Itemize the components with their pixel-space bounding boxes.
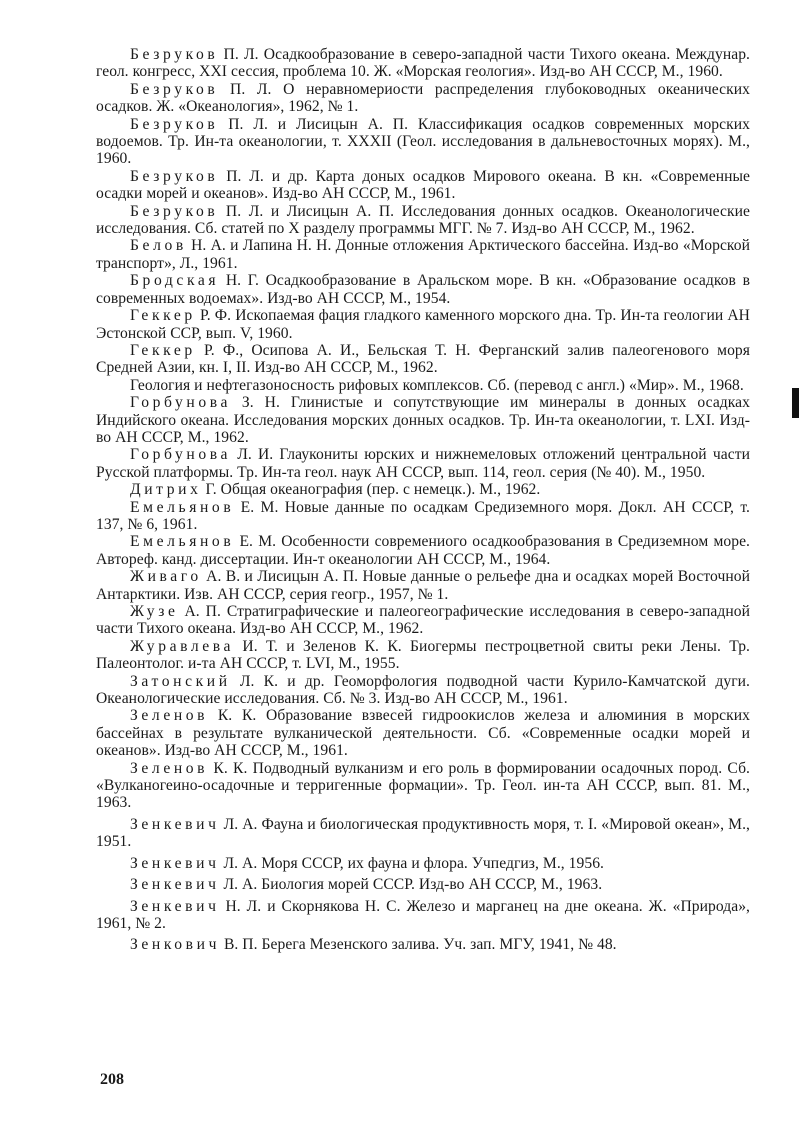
entry-text: К. К. Образование взвесей гидроокислов железа и алюминия в морских бассейнах в результате вулканической деятельности. Сб. «Современные осадки морей и океанов». Изд-во АН СССР, М., 1961. [96, 707, 750, 760]
bibliography-entry [96, 116, 750, 168]
entry-author: Журавлева [130, 637, 235, 655]
bibliography-entry [96, 855, 750, 872]
entry-text: П. Л. и Лисицын А. П. Исследования донных осадков. Океанологические исследования. Сб. статей по X разделу программы МГГ. № 7. Изд-во АН СССР, М., 1962. [96, 202, 750, 238]
margin-mark [792, 388, 799, 418]
entry-text: А. П. Стратиграфические и палеогеографические исследования в северо-западной части Тихого океана. Изд-во АН СССР, М., 1962. [96, 603, 750, 638]
entry-text: Е. М. Особенности современиого осадкообразования в Средиземном море. Автореф. канд. диссертации. Ин-т океанологии АН СССР, М., 1964. [96, 533, 750, 568]
entry-text: П. Л. Осадкообразование в северо-западной части Тихого океана. Междунар. геол. конгресс, XXI сессия, проблема 10. Ж. «Морская геология». Изд-во АН СССР, М., 1960. [96, 46, 750, 81]
bibliography-entry [96, 481, 750, 498]
entry-author: Жузе [130, 603, 179, 620]
entry-author: Бродская [130, 272, 220, 290]
entry-text: П. Л. и др. Карта доных осадков Мирового океана. В кн. «Современные осадки морей и океанов». Изд-во АН СССР, М., 1961. [96, 167, 750, 203]
entry-text: Л. А. Фауна и биологическая продуктивность моря, т. I. «Мировой океан», М., 1951. [96, 815, 750, 851]
bibliography-entry [96, 936, 750, 953]
entry-text: Л. К. и др. Геоморфология подводной части Курило-Камчатской дуги. Океанологические исследования. Сб. № 3. Изд-во АН СССР, М., 1961. [96, 672, 750, 708]
entry-text: З. Н. Глинистые и сопутствующие им минералы в донных осадках Индийского океана. Исследования морских донных осадков. Тр. Ин-та океанологии, т. LXI. Изд-во АН СССР, М., 1962. [96, 394, 750, 446]
entry-author: Безруков [130, 167, 219, 185]
bibliography-entry [96, 638, 750, 673]
entry-author: Безруков [130, 46, 219, 63]
entry-text: П. Л. и Лисицын А. П. Классификация осадков современных морских водоемов. Тр. Ин-та океанологии, т. XXXII (Геол. исследования в дальневосточных морях). М., 1960. [96, 115, 750, 168]
bibliography-entry [96, 81, 750, 116]
bibliography-entry [96, 499, 750, 534]
entry-author: Безруков [130, 115, 219, 133]
bibliography-entry [96, 203, 750, 238]
entry-author: Затонский [130, 672, 231, 690]
entry-text: Н. А. и Лапина Н. Н. Донные отложения Арктического бассейна. Изд-во «Морской транспорт», Л., 1961. [96, 237, 750, 272]
entry-author: Емельянов [130, 533, 235, 551]
entry-author: Геккер [130, 341, 196, 359]
bibliography-entry [96, 446, 750, 481]
entry-text: А. В. и Лисицын А. П. Новые данные о рельефе дна и осадках морей Восточной Антарктики. Изв. АН СССР, серия геогр., 1957, № 1. [96, 568, 750, 603]
entry-author: Зенкевич [130, 897, 220, 915]
bibliography-entry [96, 307, 750, 342]
bibliography-entry [96, 394, 750, 446]
bibliography-entry [96, 760, 750, 812]
entry-author: Живаго [130, 568, 202, 586]
bibliography-entry [96, 816, 750, 851]
entry-author: Емельянов [130, 498, 235, 516]
bibliography-entry [96, 533, 750, 568]
entry-author: Геккер [130, 307, 196, 325]
entry-text: К. К. Подводный вулканизм и его роль в формировании осадочных пород. Сб. «Вулканогеино-осадочные и терригенные формации». Тр. Геол. ин-та АН СССР, вып. 81. М., 1963. [96, 759, 750, 812]
bibliography-entry [96, 168, 750, 203]
bibliography-entry [96, 568, 750, 603]
entry-text: Г. Общая океанография (пер. с немецк.). М., 1962. [201, 481, 541, 499]
bibliography-entry [96, 272, 750, 307]
entry-author: Зенкевич [130, 854, 220, 872]
entry-text: Н. Л. и Скорнякова Н. С. Железо и марганец на дне океана. Ж. «Природа», 1961, № 2. [96, 897, 750, 932]
entry-author: Белов [130, 237, 187, 255]
entry-text: Л. А. Биология морей СССР. Изд-во АН СССР, М., 1963. [219, 876, 603, 894]
entry-author: Зенкович [130, 936, 221, 954]
bibliography-entry [96, 898, 750, 933]
entry-text: В. П. Берега Мезенского залива. Уч. зап. МГУ, 1941, № 48. [220, 936, 617, 954]
bibliography-entry [96, 342, 750, 377]
entry-author: Горбунова [130, 394, 231, 412]
entry-author: Зеленов [130, 759, 209, 777]
entry-text: И. Т. и Зеленов К. К. Биогермы пестроцветной свиты реки Лены. Тр. Палеонтолог. и-та АН СССР, т. LVI, М., 1955. [96, 637, 750, 673]
entry-author: Зенкевич [130, 815, 220, 833]
bibliography-list [96, 46, 750, 954]
entry-text: Р. Ф., Осипова А. И., Бельская Т. Н. Ферганский залив палеогенового моря Средней Азии, кн. I, II. Изд-во АН СССР, М., 1962. [96, 341, 750, 377]
entry-author: Дитрих [130, 481, 202, 499]
bibliography-entry [96, 237, 750, 272]
entry-text: Н. Г. Осадкообразование в Аральском море. В кн. «Образование осадков в современных водоемах». Изд-во АН СССР, М., 1954. [96, 272, 750, 307]
bibliography-entry [96, 876, 750, 893]
entry-author: Безруков [130, 202, 219, 220]
bibliography-entry [96, 603, 750, 638]
entry-text: Л. И. Глаукониты юрских и нижнемеловых отложений центральной части Русской платформы. Тр. Ин-та геол. наук АН СССР, вып. 114, геол. серия (№ 40). М., 1950. [96, 446, 750, 481]
entry-author: Горбунова [130, 446, 231, 464]
entry-author: Зенкевич [130, 876, 220, 894]
entry-author: Безруков [130, 80, 219, 98]
entry-author: Зеленов [130, 707, 209, 725]
entry-text: Р. Ф. Ископаемая фация гладкого каменного морского дна. Тр. Ин-та геологии АН Эстонской ССР, вып. V, 1960. [96, 307, 750, 342]
entry-text: Геология и нефтегазоносность рифовых комплексов. Сб. (перевод с англ.) «Мир». М., 1968. [130, 376, 744, 394]
bibliography-entry [96, 673, 750, 708]
bibliography-entry [96, 707, 750, 759]
bibliography-entry [96, 46, 750, 81]
entry-text: Е. М. Новые данные по осадкам Средиземного моря. Докл. АН СССР, т. 137, № 6, 1961. [96, 498, 750, 533]
entry-text: Л. А. Моря СССР, их фауна и флора. Учпедгиз, М., 1956. [219, 854, 604, 872]
entry-text: П. Л. О неравномериости распределения глубоководных океанических осадков. Ж. «Океанология», 1962, № 1. [96, 80, 750, 116]
bibliography-entry [96, 377, 750, 394]
page-number: 208 [100, 1071, 124, 1088]
